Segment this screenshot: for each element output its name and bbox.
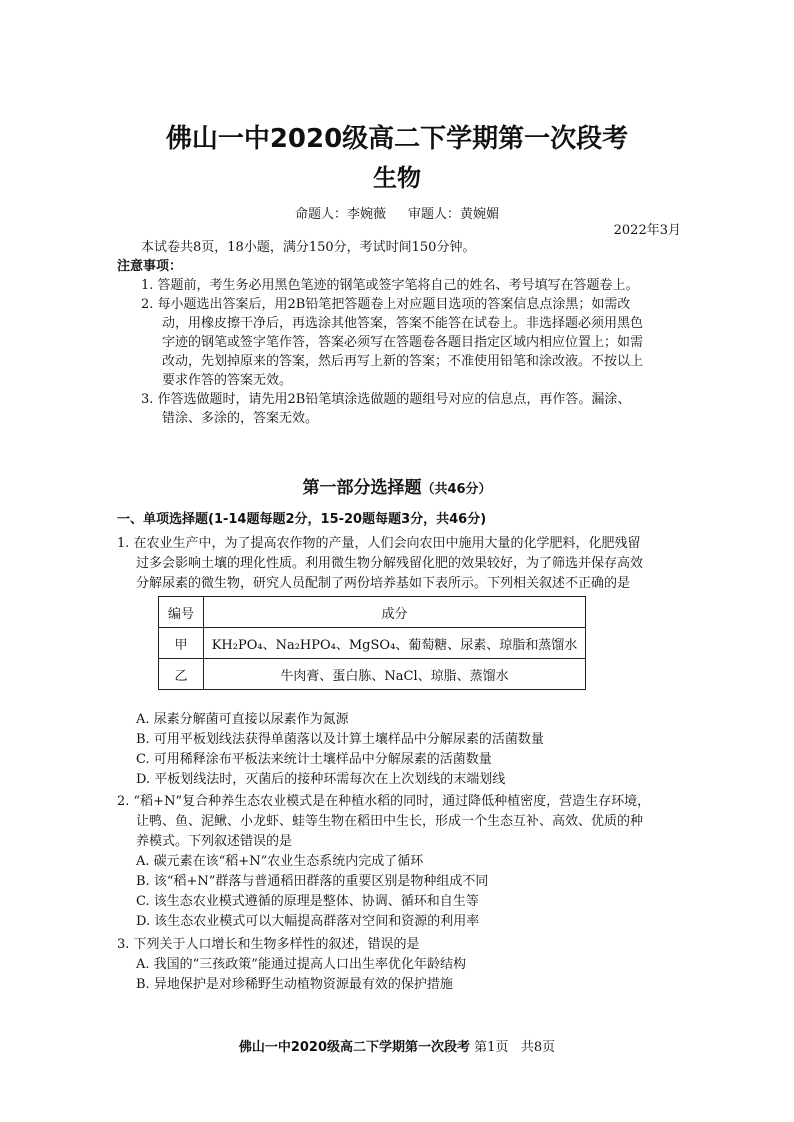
exam-title: 佛山一中2020级高二下学期第一次段考 [165,124,629,154]
reviewer-label: 审题人：黄婉媚 [408,207,500,222]
q2-option: B. 该“稻+N”群落与普通稻田群落的重要区别是物种组成不同 [136,874,489,889]
author-label: 命题人：李婉薇 [294,207,386,222]
page-footer [0,1036,794,1055]
q2-stem-line: 让鸭、鱼、泥鳅、小龙虾、蛙等生物在稻田中生长，形成一个生态互补、高效、优质的种 [136,814,644,829]
footer-total: 共8页 [520,1040,556,1055]
q3-option: B. 异地保护是对珍稀野生动植物资源最有效的保护措施 [136,977,453,992]
table-header-row [159,597,586,628]
section-score: （共46分） [421,482,492,497]
medium-table [158,596,586,690]
table-cell: KH₂PO₄、Na₂HPO₄、MgSO₄、葡萄糖、尿素、琼脂和蒸馏水 [204,628,586,659]
note-line: 字迹的钢笔或签字笔作答，答案必须写在答题卷各题目指定区域内相应位置上；如需 [162,335,644,350]
note-line: 3. 作答选做题时，请先用2B铅笔填涂选做题的题组号对应的信息点，再作答。漏涂、 [141,392,631,407]
note-line: 1. 答题前，考生务必用黑色笔迹的钢笔或签字笔将自己的姓名、考号填写在答题卷上。 [141,278,639,293]
subject-title: 生物 [373,164,421,192]
footer-page: 第1页 [474,1040,509,1055]
table-cell: 乙 [159,659,204,690]
q2-option: C. 该生态农业模式遵循的原理是整体、协调、循环和自生等 [136,894,479,909]
table-header-cell: 编号 [159,597,204,628]
q1-stem-line: 1. 在农业生产中，为了提高农作物的产量，人们会向农田中施用大量的化学肥料，化肥残留 [117,536,641,551]
note-line: 改动，先划掉原来的答案，然后再写上新的答案；不准使用铅笔和涂改液。不按以上 [162,354,644,369]
q1-option: A. 尿素分解菌可直接以尿素作为氮源 [136,712,349,727]
q1-stem-line: 分解尿素的微生物，研究人员配制了两份培养基如下表所示。下列相关叙述不正确的是 [136,576,631,591]
note-line: 2. 每小题选出答案后，用2B铅笔把答题卷上对应题目选项的答案信息点涂黑；如需改 [141,297,631,312]
q1-option: B. 可用平板划线法获得单菌落以及计算土壤样品中分解尿素的活菌数量 [136,732,544,747]
q3-stem-line: 3. 下列关于人口增长和生物多样性的叙述，错误的是 [117,937,420,952]
q2-stem-line: 养模式。下列叙述错误的是 [136,834,293,849]
note-line: 动，用橡皮擦干净后，再选涂其他答案，答案不能答在试卷上。非选择题必须用黑色 [162,316,644,331]
table-cell: 甲 [159,628,204,659]
table-header-cell: 成分 [204,597,586,628]
q2-stem-line: 2. “稻+N”复合种养生态农业模式是在种植水稻的同时，通过降低种植密度，营造生存环境， [117,794,651,809]
intro-text: 本试卷共8页，18小题，满分150分，考试时间150分钟。 [141,240,476,255]
notes-heading: 注意事项： [117,259,183,274]
q3-option: A. 我国的“三孩政策”能通过提高人口出生率优化年龄结构 [136,957,466,972]
q1-option: D. 平板划线法时，灭菌后的接种环需每次在上次划线的末端划线 [136,772,506,787]
note-line: 错涂、多涂的，答案无效。 [162,411,319,426]
table-row [159,628,586,659]
section-title-text: 第一部分选择题 [302,478,422,498]
exam-date: 2022年3月 [613,223,681,238]
footer-title: 佛山一中2020级高二下学期第一次段考 [238,1040,471,1055]
q2-option: D. 该生态农业模式可以大幅提高群落对空间和资源的利用率 [136,914,480,929]
section-title [0,473,794,498]
table-row [159,659,586,690]
q1-stem-line: 过多会影响土壤的理化性质。利用微生物分解残留化肥的效果较好，为了筛选并保存高效 [136,556,644,571]
part-heading: 一、单项选择题(1-14题每题2分，15-20题每题3分，共46分) [117,512,487,527]
note-line: 要求作答的答案无效。 [162,373,293,388]
q1-option: C. 可用稀释涂布平板法来统计土壤样品中分解尿素的活菌数量 [136,752,492,767]
table-cell: 牛肉膏、蛋白胨、NaCl、琼脂、蒸馏水 [204,659,586,690]
q2-option: A. 碳元素在该“稻+N”农业生态系统内完成了循环 [136,854,424,869]
